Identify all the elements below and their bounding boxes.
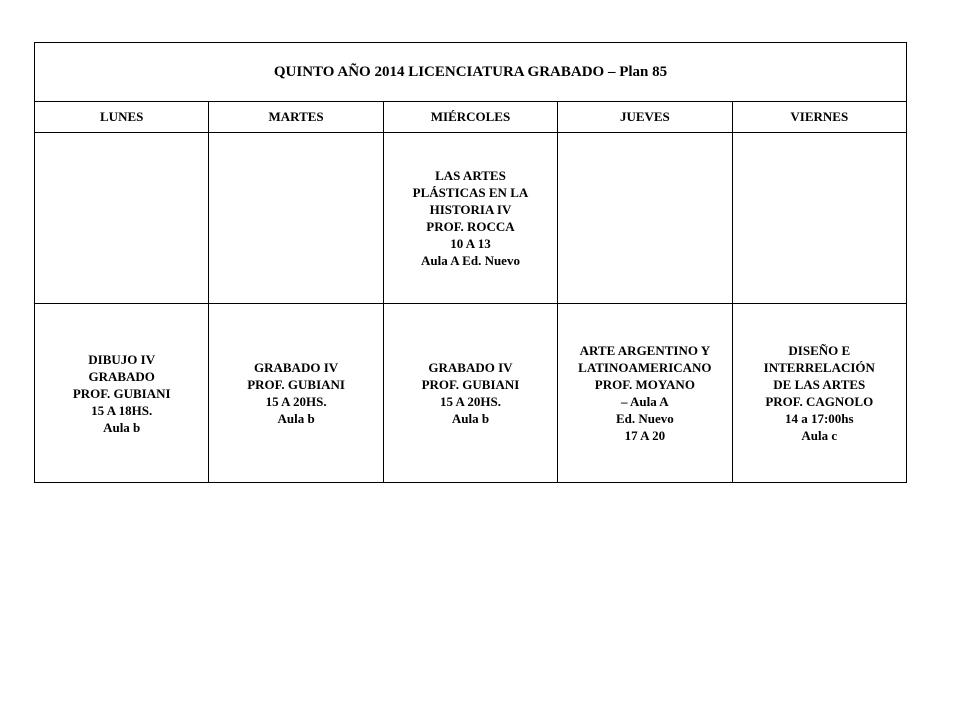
course-line: HISTORIA IV — [429, 202, 512, 217]
course-line: Ed. Nuevo — [615, 411, 674, 426]
cell-lunes-row1 — [35, 133, 209, 304]
cell-miercoles-row1 — [383, 133, 557, 304]
schedule-row-1 — [35, 133, 907, 304]
course-line: 15 A 18HS. — [91, 402, 153, 418]
day-header-martes: MARTES — [209, 102, 383, 133]
schedule-title: QUINTO AÑO 2014 LICENCIATURA GRABADO – Plan 85 — [35, 43, 907, 102]
course-line: 14 a 17:00hs — [784, 411, 854, 426]
course-line: 17 A 20 — [624, 428, 666, 443]
course-line: PROF. CAGNOLO — [765, 394, 874, 409]
course-line: GRABADO IV — [428, 360, 513, 375]
course-line: 10 A 13 — [450, 236, 491, 251]
cell-viernes-row1 — [732, 133, 906, 304]
course-line: Aula A Ed. Nuevo — [420, 253, 520, 268]
course-line: GRABADO IV — [254, 360, 339, 375]
course-line: – Aula A — [621, 394, 669, 409]
cell-miercoles-row2 — [383, 304, 557, 483]
cell-viernes-row2 — [732, 304, 906, 483]
day-header-viernes: VIERNES — [732, 102, 906, 133]
cell-jueves-row1 — [558, 133, 732, 304]
course-line: Aula b — [451, 411, 490, 426]
course-line: GRABADO — [88, 368, 155, 384]
cell-martes-row2 — [209, 304, 383, 483]
course-line: Aula b — [103, 419, 141, 435]
course-line: DIBUJO IV — [88, 351, 156, 367]
course-line: LAS ARTES — [435, 168, 506, 183]
course-line: Aula b — [277, 411, 315, 426]
course-line: PROF. GUBIANI — [421, 377, 520, 392]
course-line: 15 A 20HS. — [439, 394, 501, 409]
cell-martes-row1 — [209, 133, 383, 304]
course-line: DE LAS ARTES — [773, 377, 866, 392]
course-line: PROF. GUBIANI — [247, 377, 345, 392]
course-line: PROF. GUBIANI — [72, 385, 171, 401]
title-row — [35, 43, 907, 102]
day-header-lunes: LUNES — [35, 102, 209, 133]
course-line: PROF. ROCCA — [426, 219, 515, 234]
schedule-row-2 — [35, 304, 907, 483]
day-header-row — [35, 102, 907, 133]
day-header-jueves: JUEVES — [558, 102, 732, 133]
course-line: ARTE ARGENTINO Y — [579, 343, 711, 358]
course-line: Aula c — [801, 428, 838, 443]
course-line: 15 A 20HS. — [265, 394, 327, 409]
day-header-miercoles: MIÉRCOLES — [383, 102, 557, 133]
course-line: DISEÑO E — [788, 343, 851, 358]
schedule-table — [34, 42, 907, 483]
course-line: PLÁSTICAS EN LA — [412, 185, 529, 200]
cell-jueves-row2 — [558, 304, 732, 483]
cell-lunes-row2 — [35, 304, 209, 483]
course-line: LATINOAMERICANO — [578, 360, 712, 375]
course-line: PROF. MOYANO — [594, 377, 695, 392]
course-line: INTERRELACIÓN — [763, 360, 875, 375]
